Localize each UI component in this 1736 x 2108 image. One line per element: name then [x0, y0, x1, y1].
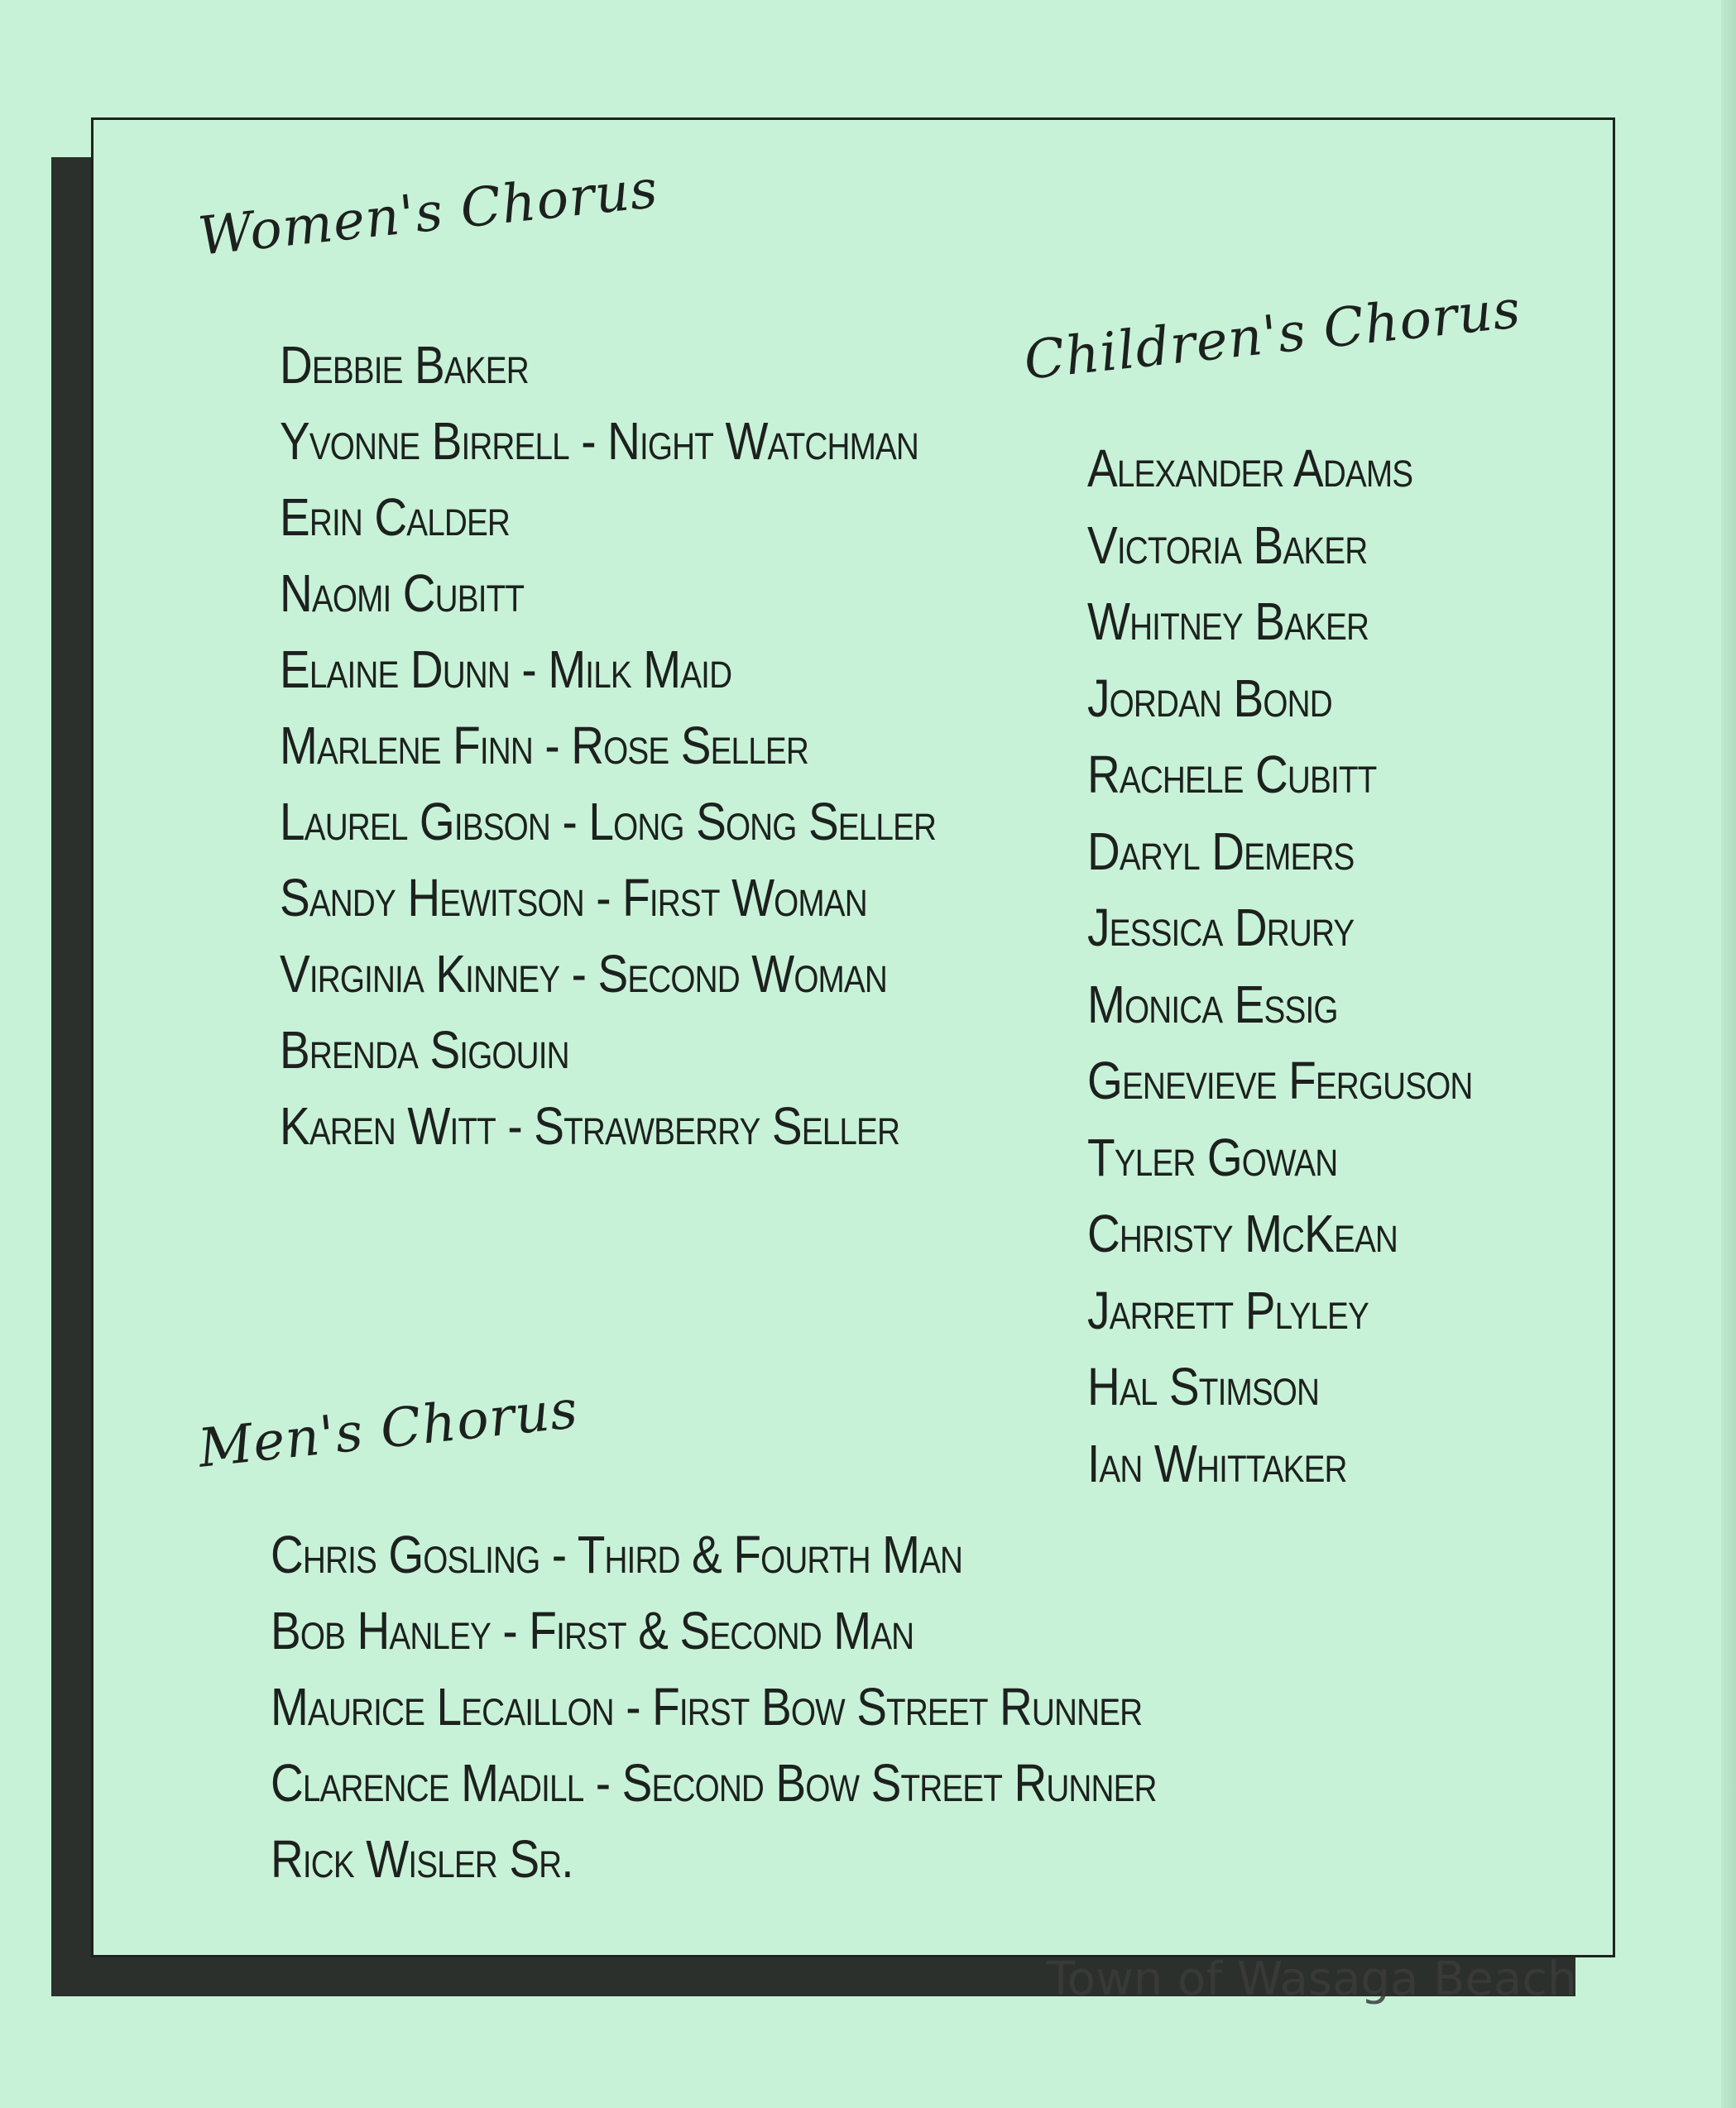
womens-chorus-list: [280, 327, 1043, 1164]
childrens-chorus-heading: Children's Chorus: [1021, 279, 1524, 392]
list-item: Chris Gosling - Third & Fourth Man: [271, 1525, 963, 1584]
list-item: Hal Stimson: [1087, 1357, 1320, 1416]
list-item: Erin Calder: [280, 487, 510, 547]
list-item: Rachele Cubitt: [1087, 745, 1377, 804]
watermark: Town of Wasaga Beach: [1047, 1952, 1577, 2006]
list-item: Elaine Dunn - Milk Maid: [280, 640, 732, 699]
list-item: Tyler Gowan: [1087, 1127, 1338, 1187]
list-item: Genevieve Ferguson: [1087, 1051, 1473, 1110]
list-item: Laurel Gibson - Long Song Seller: [280, 792, 937, 851]
paper-edge: [1721, 0, 1736, 2108]
list-item: Monica Essig: [1087, 974, 1338, 1034]
list-item: Christy McKean: [1087, 1204, 1398, 1263]
list-item: Jarrett Plyley: [1087, 1280, 1369, 1340]
mens-chorus-list: [271, 1516, 1301, 1897]
list-item: Clarence Madill - Second Bow Street Runner: [271, 1753, 1157, 1813]
list-item: Daryl Demers: [1087, 821, 1355, 881]
list-item: Karen Witt - Strawberry Seller: [280, 1096, 900, 1156]
list-item: Ian Whittaker: [1087, 1433, 1347, 1493]
childrens-chorus-list: [1087, 430, 1535, 1502]
list-item: Yvonne Birrell - Night Watchman: [280, 411, 919, 471]
list-item: Brenda Sigouin: [280, 1020, 569, 1080]
list-item: Naomi Cubitt: [280, 563, 525, 623]
list-item: Jessica Drury: [1087, 898, 1355, 957]
list-item: Marlene Finn - Rose Seller: [280, 716, 808, 775]
list-item: Rick Wisler Sr.: [271, 1829, 573, 1889]
mens-chorus-heading: Men's Chorus: [195, 1379, 582, 1480]
list-item: Sandy Hewitson - First Woman: [280, 868, 867, 927]
list-item: Maurice Lecaillon - First Bow Street Runner: [271, 1677, 1143, 1737]
list-item: Virginia Kinney - Second Woman: [280, 944, 887, 1004]
list-item: Jordan Bond: [1087, 668, 1332, 728]
list-item: Victoria Baker: [1087, 515, 1368, 575]
list-item: Alexander Adams: [1087, 438, 1413, 498]
list-item: Debbie Baker: [280, 335, 529, 395]
list-item: Bob Hanley - First & Second Man: [271, 1601, 914, 1660]
womens-chorus-heading: Women's Chorus: [195, 158, 661, 268]
list-item: Whitney Baker: [1087, 592, 1369, 651]
